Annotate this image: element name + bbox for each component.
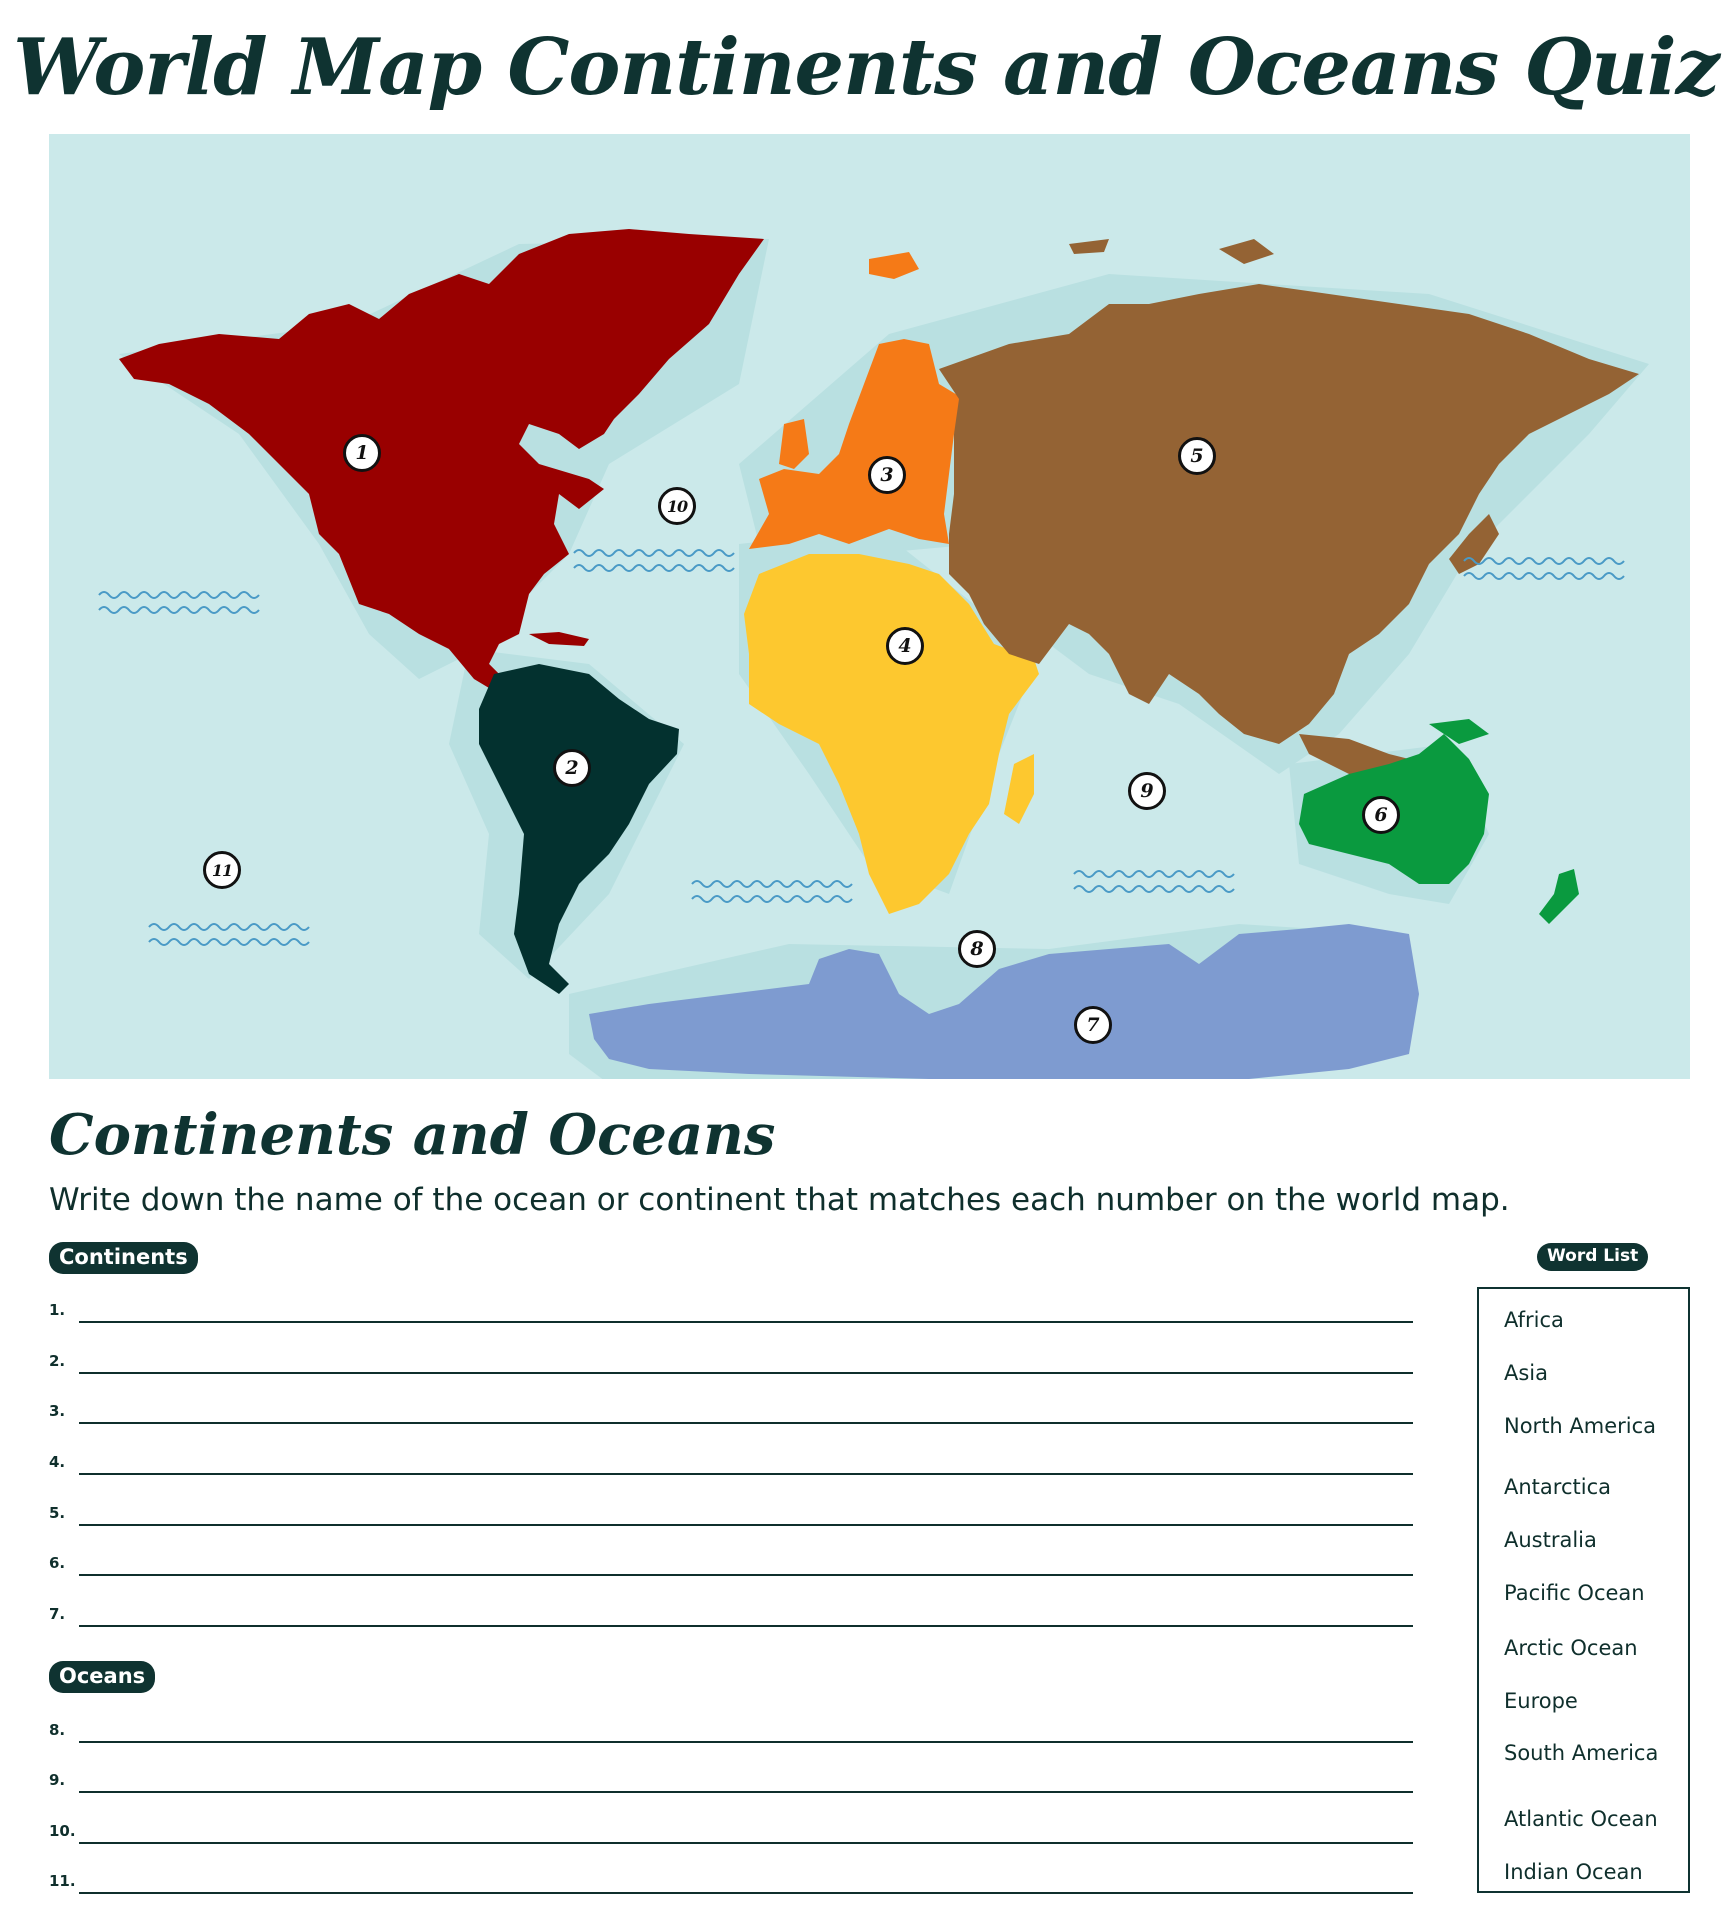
answer-number: 8. [49,1721,66,1739]
map-marker-8: 8 [958,930,996,968]
word-list-item: Europe [1504,1689,1578,1713]
answer-number: 6. [49,1554,66,1572]
instructions-text: Write down the name of the ocean or continent that matches each number on the world map. [49,1182,1510,1218]
answer-row-7 [49,1597,1413,1627]
word-list-item: Indian Ocean [1504,1860,1643,1884]
antarctica-shape [589,924,1419,1079]
answer-line-7[interactable] [79,1625,1413,1627]
new-zealand-shape [1539,869,1579,924]
answer-row-3 [49,1394,1413,1424]
north-america-shape [119,229,764,679]
answer-line-1[interactable] [79,1321,1413,1323]
word-list-item: Africa [1504,1308,1564,1332]
answer-line-6[interactable] [79,1574,1413,1576]
map-marker-1: 1 [343,434,381,472]
word-list-label: Word List [1537,1243,1648,1271]
iceland-shape [869,252,919,279]
answer-number: 4. [49,1453,66,1471]
map-marker-5: 5 [1178,437,1216,475]
answer-number: 10. [49,1822,76,1840]
answer-row-4 [49,1445,1413,1475]
answer-row-10 [49,1814,1413,1844]
map-marker-6: 6 [1362,796,1400,834]
answer-line-2[interactable] [79,1372,1413,1374]
answer-row-2 [49,1344,1413,1374]
word-list-item: North America [1504,1414,1657,1438]
oceans-label: Oceans [49,1661,155,1693]
asia-shape [939,284,1639,744]
answer-row-1 [49,1293,1413,1323]
map-marker-10: 10 [658,487,696,525]
word-list-item: Pacific Ocean [1504,1581,1645,1605]
continents-label: Continents [49,1242,198,1274]
answer-row-6 [49,1546,1413,1576]
answer-row-8 [49,1713,1413,1743]
world-map-drawing [49,134,1690,1079]
answer-row-9 [49,1763,1413,1793]
word-list-item: Antarctica [1504,1475,1611,1499]
answer-line-10[interactable] [79,1842,1413,1844]
answer-line-3[interactable] [79,1422,1413,1424]
answer-number: 7. [49,1605,66,1623]
word-list-item: Atlantic Ocean [1504,1807,1658,1831]
section-title: Continents and Oceans [49,1102,776,1168]
map-marker-11: 11 [203,851,241,889]
answer-number: 11. [49,1872,76,1890]
answer-number: 1. [49,1301,66,1319]
answer-row-5 [49,1496,1413,1526]
map-marker-4: 4 [886,627,924,665]
word-list-item: Australia [1504,1528,1597,1552]
answer-number: 3. [49,1402,66,1420]
map-marker-7: 7 [1074,1006,1112,1044]
word-list-item: South America [1504,1741,1659,1765]
madagascar-shape [1004,754,1034,824]
arctic-islands-shape [1069,239,1274,264]
caribbean-shape [529,632,589,646]
answer-line-8[interactable] [79,1741,1413,1743]
answer-number: 9. [49,1771,66,1789]
answer-number: 5. [49,1504,66,1522]
answer-row-11 [49,1864,1413,1894]
answer-number: 2. [49,1352,66,1370]
answer-line-9[interactable] [79,1791,1413,1793]
map-marker-2: 2 [553,749,591,787]
answer-line-5[interactable] [79,1524,1413,1526]
answer-line-11[interactable] [79,1892,1413,1894]
answer-line-4[interactable] [79,1473,1413,1475]
quiz-title: World Map Continents and Oceans Quiz [13,22,1719,113]
word-list-item: Asia [1504,1361,1549,1385]
world-map [49,134,1690,1079]
word-list-item: Arctic Ocean [1504,1636,1638,1660]
map-marker-9: 9 [1128,772,1166,810]
word-list-box [1477,1287,1690,1893]
map-marker-3: 3 [868,456,906,494]
